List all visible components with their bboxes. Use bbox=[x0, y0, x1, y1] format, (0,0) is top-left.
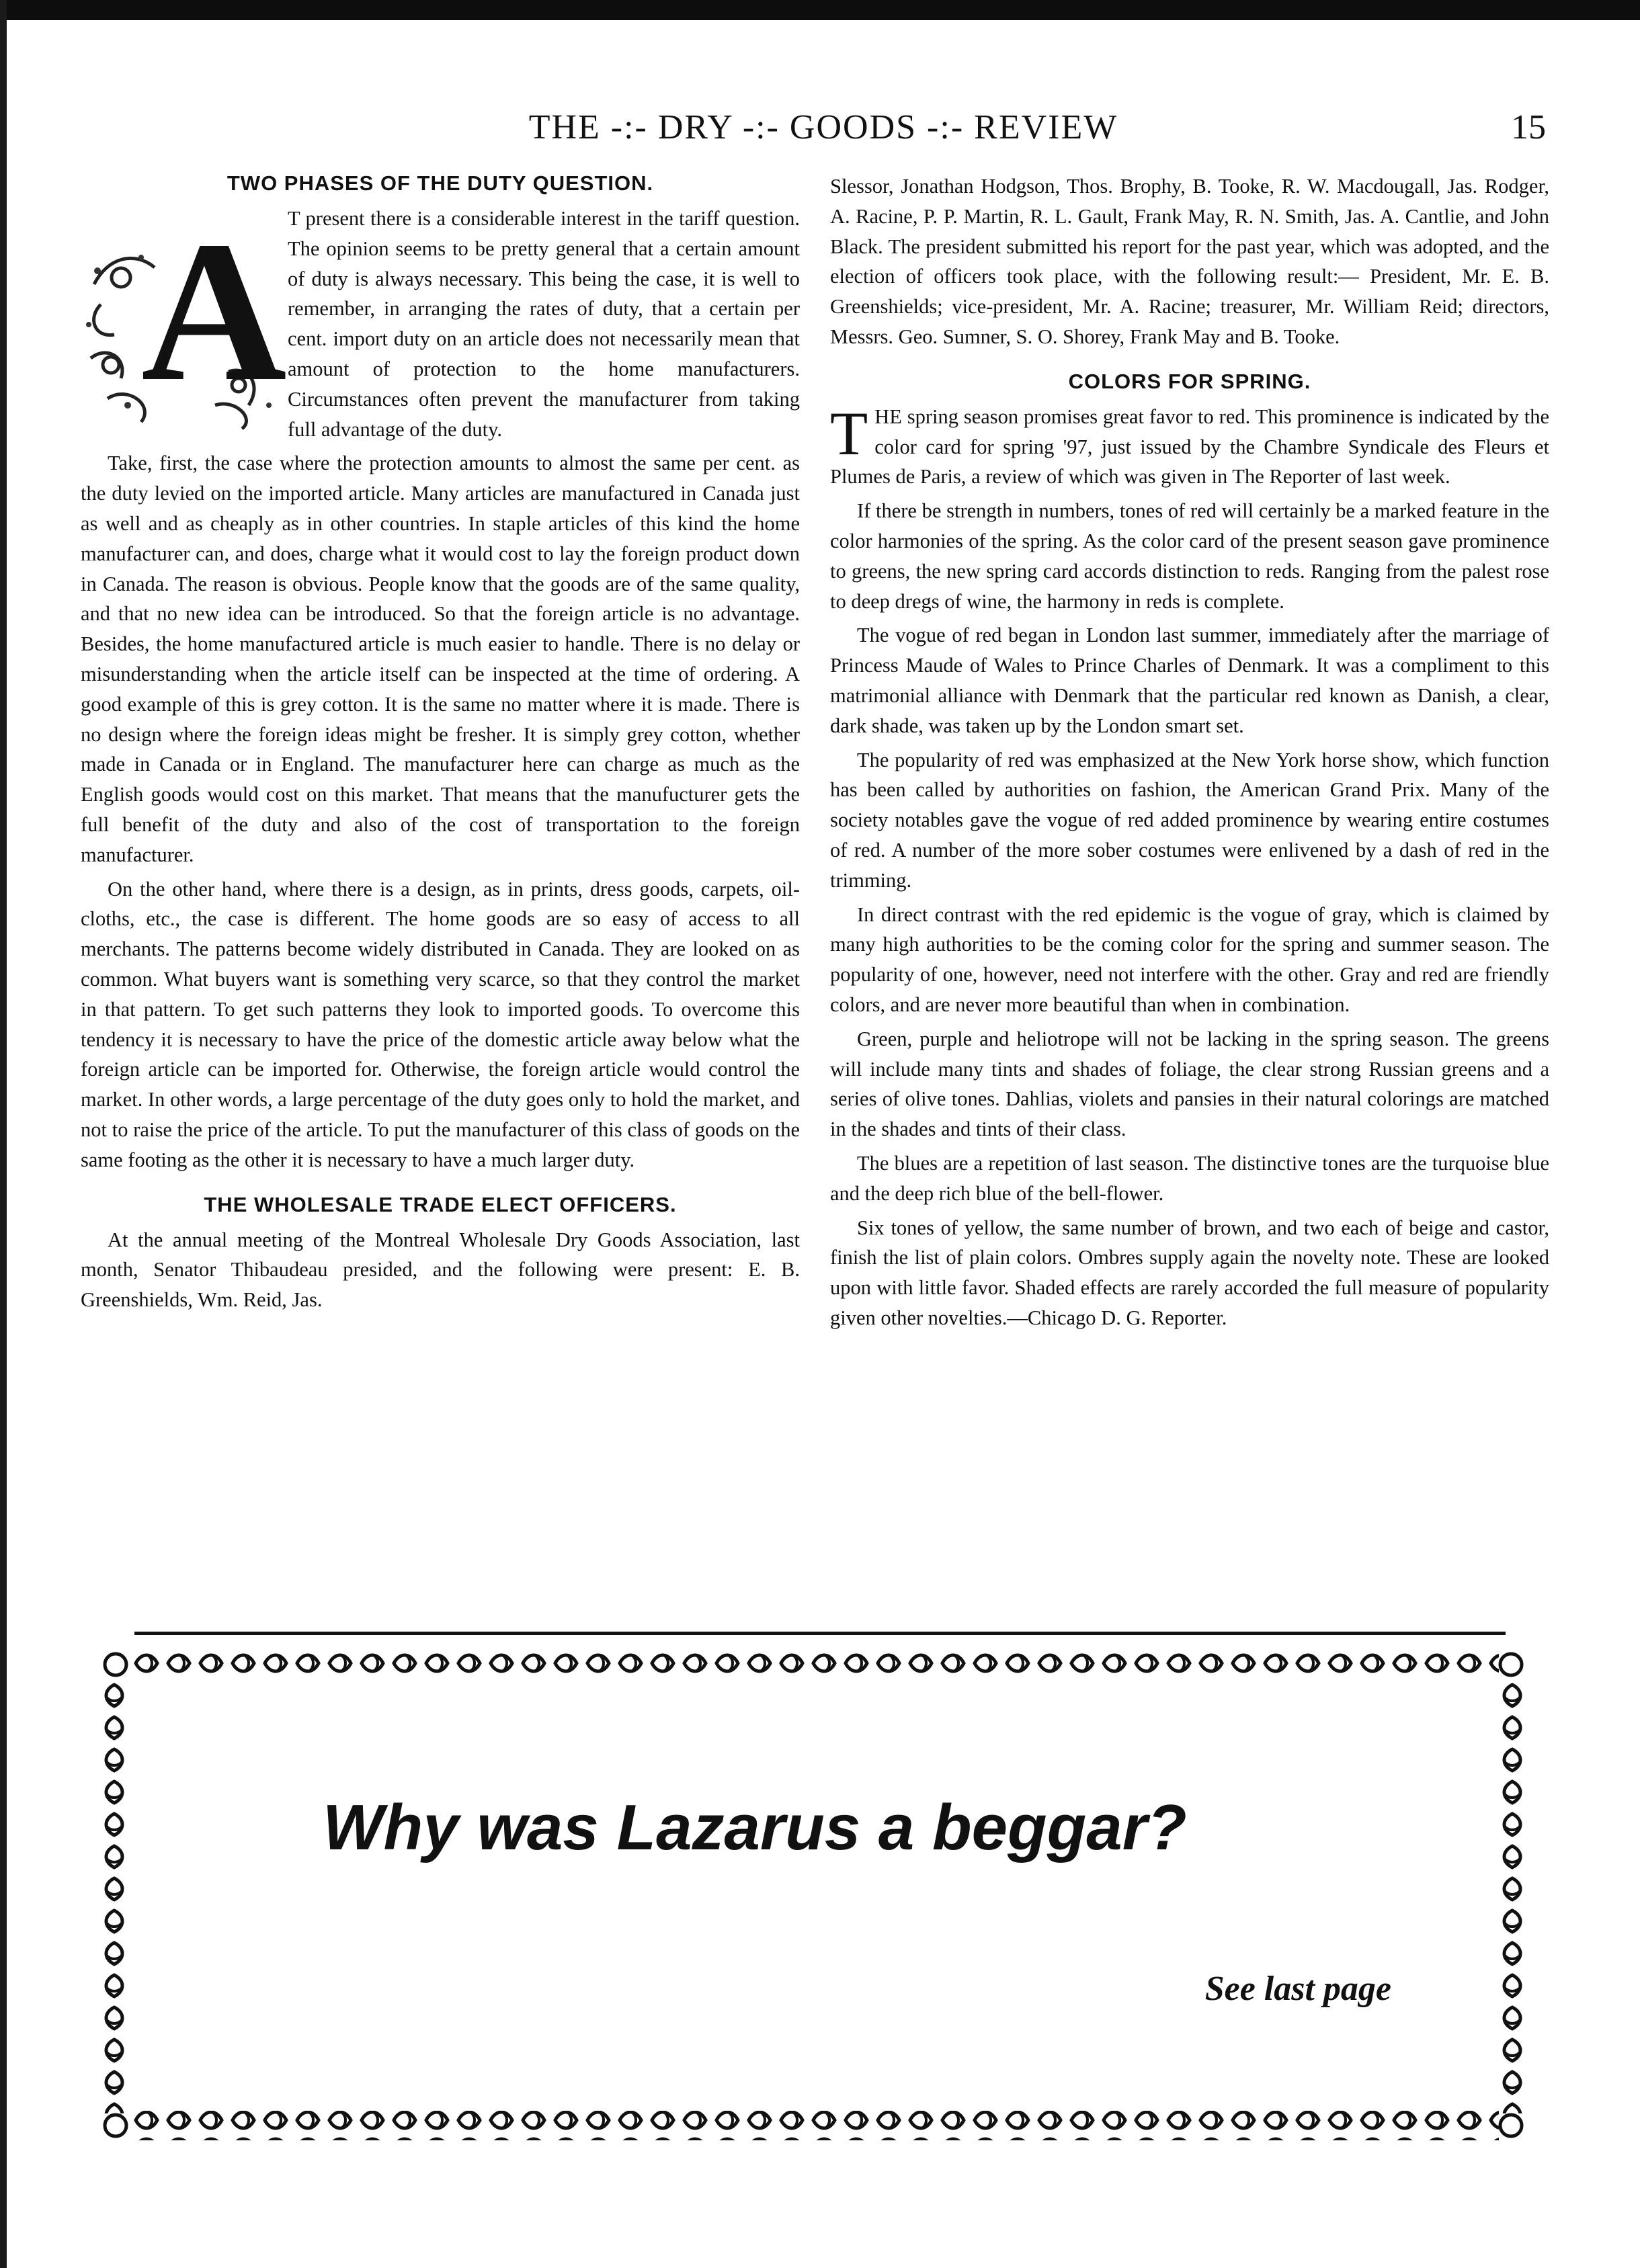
article-headline-duty: TWO PHASES OF THE DUTY QUESTION. bbox=[227, 171, 654, 195]
paragraph: At the annual meeting of the Montreal Wholesale Dry Goods Association, last month, Senator Thibaudeau presided, and the following were present: E. B. Greenshields, Wm. Reid, Jas. bbox=[81, 1228, 800, 1312]
paragraph: The popularity of red was emphasized at the New York horse show, which function has been called by authorities on fashion, the American Grand Prix. Many of the society notables gave the vogue of red added prominence by wearing entire costumes of red. A number of the more sober costumes were enlivened by a dash of red in the trimming. bbox=[830, 748, 1549, 892]
drop-cap-letter: A bbox=[141, 200, 287, 423]
paragraph: The blues are a repetition of last season. The distinctive tones are the turquoise blue and the deep rich blue of the bell-flower. bbox=[830, 1151, 1549, 1205]
paragraph: HE spring season promises great favor to red. This prominence is indicated by the color card for spring '97, just issued by the Chambre Syndicale des Fleurs et Plumes de Paris, a review of which was given in The Reporter of last week. bbox=[830, 405, 1549, 489]
article-duty-body bbox=[81, 200, 800, 1175]
running-title: THE -:- DRY -:- GOODS -:- REVIEW bbox=[528, 108, 1118, 146]
paragraph: Take, first, the case where the protection amounts to almost the same per cent. as the duty levied on the imported article. Many articles are manufactured in Canada just as well and as cheaply as in other countries. In staple articles of this kind the home manufacturer can, and does, charge what it would cost to lay the foreign product down in Canada. The reason is obvious. People know that the goods are of the same quality, and that no new idea can be introduced. So that the foreign article is no advantage. Besides, the home manufactured article is much easier to handle. There is no delay or misunderstanding when the article itself can be inspected at the time of ordering. A good example of this is grey cotton. It is the same no matter where it is made. There is no design where the foreign ideas might be fresher. It is simply grey cotton, whether made in Canada or in England. The manufacturer here can charge as much as the English goods would cost on this market. That means that the manufucturer gets the full benefit of the duty and also of the cost of transportation to the foreign manufacturer. bbox=[81, 452, 800, 866]
paragraph: If there be strength in numbers, tones of red will certainly be a marked feature in the color harmonies of the spring. As the color card of the present season gave prominence to greens, the new spring card accords distinction to reds. Ranging from the palest rose to deep dregs of wine, the harmony in reds is complete. bbox=[830, 499, 1549, 613]
paragraph: Green, purple and heliotrope will not be lacking in the spring season. The greens will include many tints and shades of foliage, the clear strong Russian greens and a series of olive tones. Dahlias, violets and pansies in their natural colorings are matched in the shades and tints of their class. bbox=[830, 1027, 1549, 1141]
page-header bbox=[101, 101, 1546, 155]
article-colors-body bbox=[830, 398, 1549, 1333]
initial-letter: T bbox=[830, 398, 868, 468]
paragraph: T present there is a considerable interest in the tariff question. The opinion seems to be pretty general that a certain amount of duty is always necessary. This being the case, it is well to remember, in arranging the rates of duty, that a certain per cent. import duty on an article does not necessarily mean that amount of protection to the home manufacturers. Circumstances often prevent the manufacturer from taking full advantage of the duty. bbox=[288, 207, 800, 441]
advertisement-box bbox=[101, 1650, 1526, 2140]
scan-left-edge bbox=[0, 0, 7, 2268]
paragraph: The vogue of red began in London last summer, immediately after the marriage of Princess Maude of Wales to Prince Charles of Denmark. It was a compliment to this matrimonial alliance with Denmark that the particular red known as Danish, a clear, dark shade, was taken up by the London smart set. bbox=[830, 624, 1549, 737]
right-column bbox=[830, 171, 1549, 1337]
ornamental-drop-cap bbox=[81, 200, 287, 432]
paragraph-continued: Slessor, Jonathan Hodgson, Thos. Brophy, B. Tooke, R. W. Macdougall, Jas. Rodger, A. Racine, P. P. Martin, R. L. Gault, Frank May, R. N. Smith, Jas. A. Cantlie, and John Black. The president submitted his report for the past year, which was adopted, and the election of officers took place, with the following result:— President, Mr. E. B. Greenshields; vice-president, Mr. A. Racine; treasurer, Mr. William Reid; directors, Messrs. Geo. Sumner, S. O. Shorey, Frank May and B. Tooke. bbox=[830, 175, 1549, 348]
section-divider bbox=[134, 1632, 1506, 1635]
advertisement-subline: See last page bbox=[1204, 1970, 1391, 2008]
article-headline-wholesale: THE WHOLESALE TRADE ELECT OFFICERS. bbox=[204, 1192, 677, 1216]
paragraph: In direct contrast with the red epidemic is the vogue of gray, which is claimed by many high authorities to be the coming color for the spring and summer season. The popularity of one, however, need not interfere with the other. Gray and red are friendly colors, and are never more beautiful than when in combination. bbox=[830, 902, 1549, 1016]
advertisement-headline: Why was Lazarus a beggar? bbox=[323, 1792, 1187, 1863]
paragraph: Six tones of yellow, the same number of brown, and two each of beige and castor, finish the list of plain colors. Ombres supply again the novelty note. These are looked upon with little favor. Shaded effects are rarely accorded the full measure of popularity given other novelties.—Chicago D. G. Reporter. bbox=[830, 1216, 1549, 1329]
page-number: 15 bbox=[1511, 108, 1546, 146]
ornamental-border-icon bbox=[101, 1650, 1526, 2140]
scan-top-edge bbox=[0, 0, 1640, 20]
left-column bbox=[81, 171, 800, 1319]
article-headline-colors: COLORS FOR SPRING. bbox=[1068, 369, 1311, 393]
paragraph: On the other hand, where there is a design, as in prints, dress goods, carpets, oil-cloths, etc., the case is different. The home goods are so easy of access to all merchants. The patterns become widely distributed in Canada. They are looked on as common. What buyers want is something very scarce, so that they control the market in that pattern. To get such patterns they look to imported goods. To overcome this tendency it is necessary to have the price of the domestic article away below what the foreign article can be imported for. Otherwise, the foreign article would control the market. In other words, a large percentage of the duty goes only to hold the market, and not to raise the price of the article. To put the manufacturer of this class of goods on the same footing as the other it is necessary to have a much larger duty. bbox=[81, 877, 800, 1171]
